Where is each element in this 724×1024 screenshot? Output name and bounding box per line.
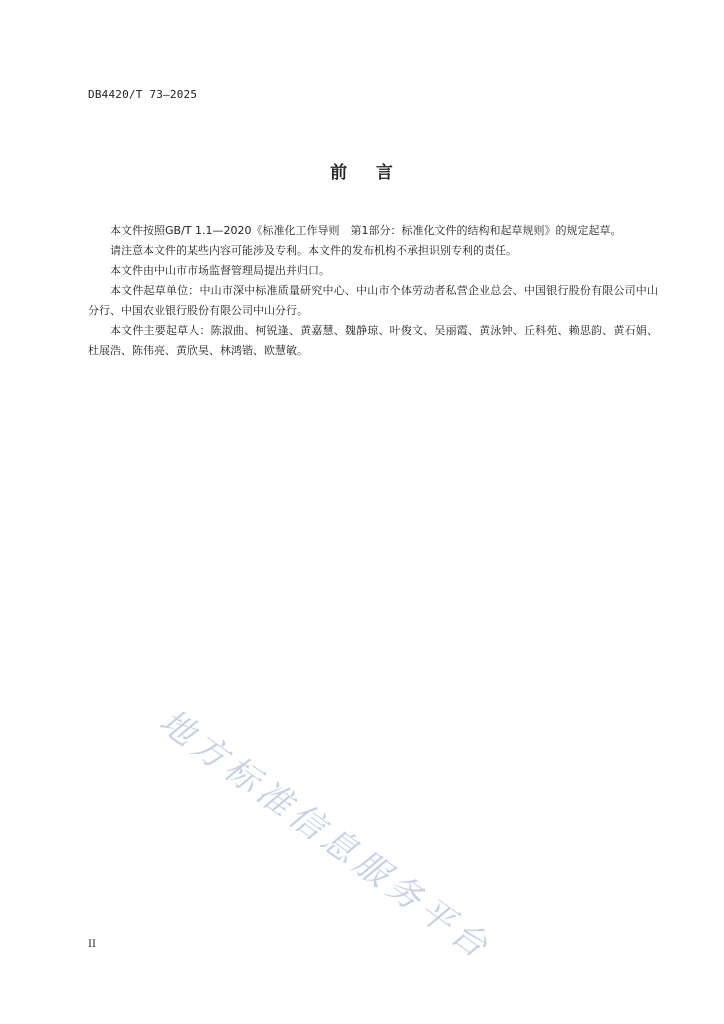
page-number: II	[88, 939, 96, 950]
paragraph-drafting-rules: 本文件按照GB/T 1.1—2020《标准化工作导则 第1部分：标准化文件的结构和起草规则》的规定起草。	[110, 224, 622, 237]
paragraph-drafters: 本文件主要起草人：陈淑曲、柯锐逢、黄嘉慧、魏静琼、叶俊文、吴丽霞、黄泳钟、丘科苑、赖思韵、黄石娟、杜展浩、陈伟亮、黄欣昊、林鸿锴、欧慧敏。	[88, 324, 658, 357]
paragraph-drafting-units: 本文件起草单位：中山市深中标准质量研究中心、中山市个体劳动者私营企业总会、中国银行股份有限公司中山分行、中国农业银行股份有限公司中山分行。	[88, 284, 658, 317]
page-title: 前 言	[330, 163, 394, 183]
paragraph-patent-notice: 请注意本文件的某些内容可能涉及专利。本文件的发布机构不承担识别专利的责任。	[110, 244, 517, 257]
watermark: 地方标准信息服务平台	[151, 701, 499, 969]
foreword-body	[88, 221, 658, 361]
paragraph-proposer: 本文件由中山市市场监督管理局提出并归口。	[110, 264, 330, 277]
document-code: DB4420/T 73—2025	[88, 88, 198, 101]
